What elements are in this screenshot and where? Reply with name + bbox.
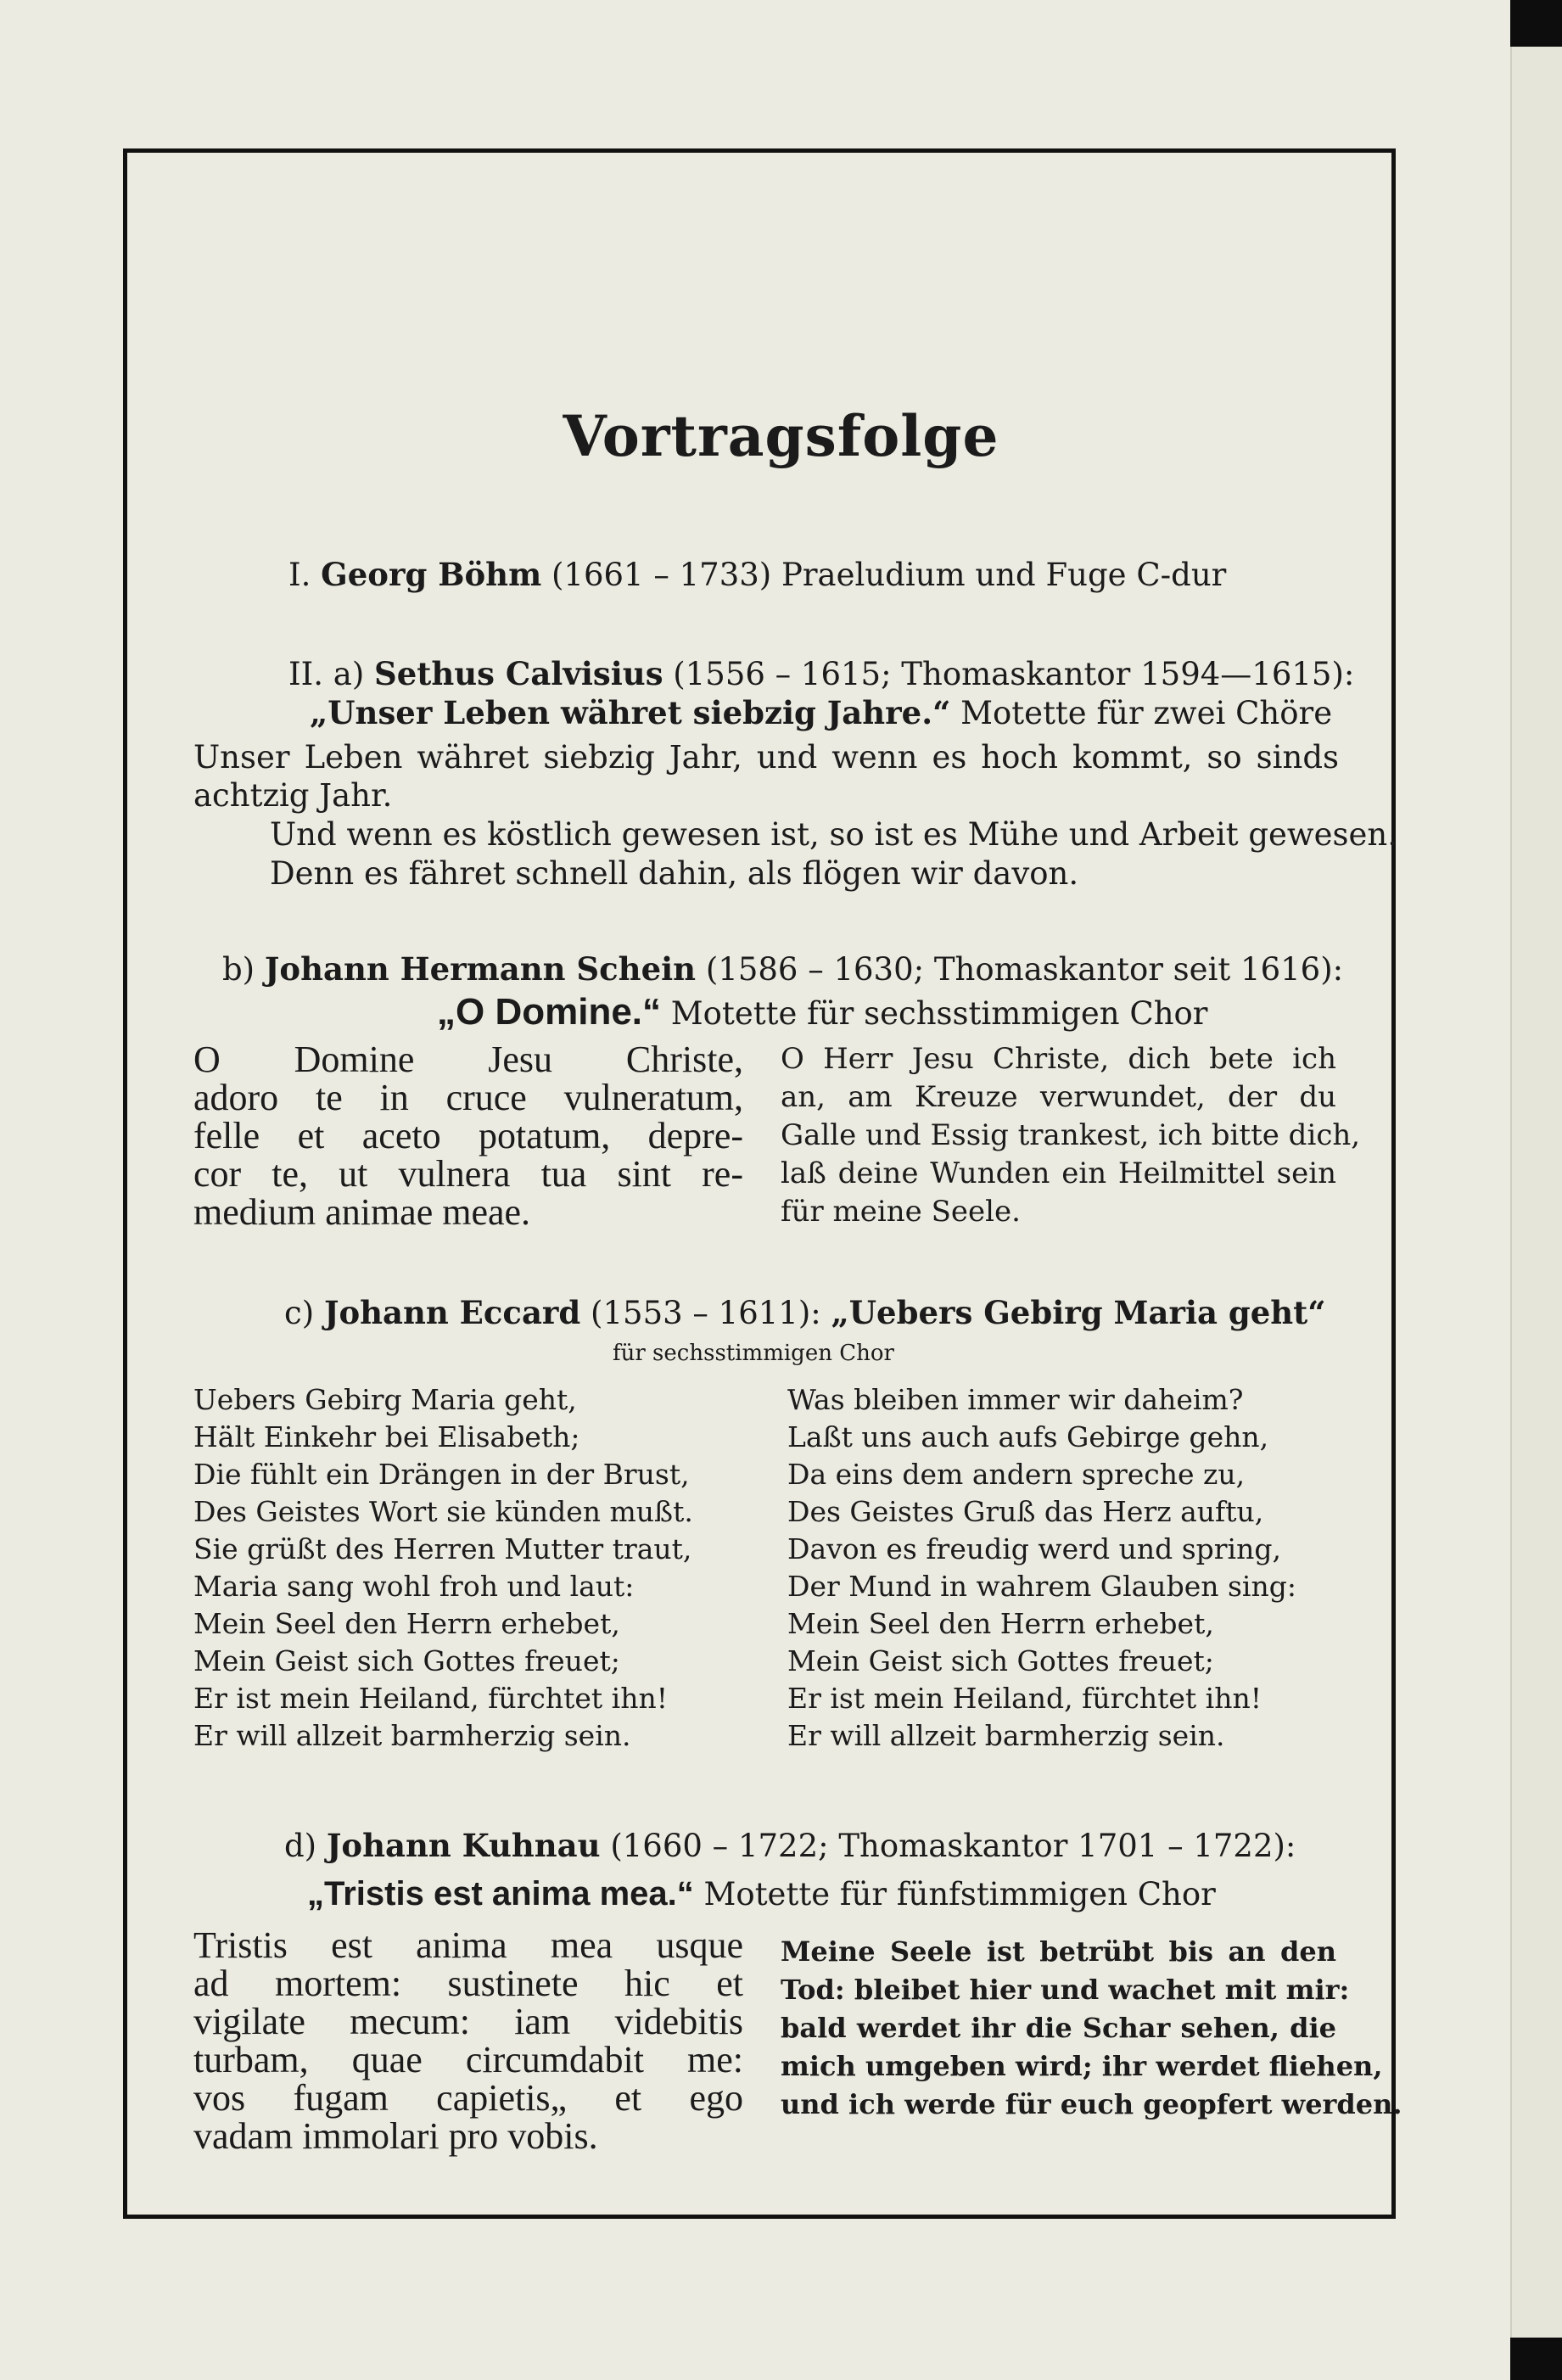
verse-line: Was bleiben immer wir daheim? [787, 1383, 1244, 1416]
item-iid-latin-text [193, 1926, 743, 2155]
item-i-numeral: I. [288, 557, 311, 593]
german-line: Meine Seele ist betrübt bis an den [781, 1935, 1336, 1968]
verse-line: Mein Seel den Herrn erhebet, [193, 1607, 620, 1640]
verse-line: Da eins dem andern spreche zu, [787, 1458, 1246, 1491]
item-iic-work: „Uebers Gebirg Maria geht“ [831, 1294, 1326, 1331]
verse-line: Mein Geist sich Gottes freuet; [787, 1644, 1214, 1677]
item-iia-work-line [310, 694, 1332, 731]
item-iid-work: „Tristis est anima mea.“ [307, 1875, 694, 1912]
item-iib-work: „O Domine.“ [437, 991, 662, 1033]
verse-line: Die fühlt ein Drängen in der Brust, [193, 1458, 690, 1491]
verse-line: Er will allzeit barmherzig sein. [787, 1719, 1225, 1752]
item-iia-text-line1: Unser Leben währet siebzig Jahr, und wenn es hoch kommt, so sinds [193, 739, 1339, 776]
german-line: für meine Seele. [781, 1195, 1021, 1229]
item-i-composer: Georg Böhm [321, 556, 542, 593]
verse-line: Hält Einkehr bei Elisabeth; [193, 1420, 580, 1453]
latin-line: vadam immolari pro vobis. [193, 2115, 598, 2157]
item-iid-work-desc: Motette für fünfstimmigen Chor [703, 1876, 1216, 1912]
verse-line: Er ist mein Heiland, fürchtet ihn! [787, 1682, 1262, 1715]
item-i [288, 556, 1226, 593]
page-fold-edge [1510, 47, 1562, 2338]
item-iib-work-line [437, 991, 1207, 1033]
latin-line: vos fugam capietis„ et ego [193, 2077, 743, 2119]
verse-line: Laßt uns auch aufs Gebirge gehn, [787, 1420, 1269, 1453]
item-iic-composer: Johann Eccard [323, 1294, 581, 1331]
verse-line: Sie grüßt des Herren Mutter traut, [193, 1532, 692, 1565]
item-iid-heading [284, 1827, 1296, 1864]
item-iia-text-line4: Denn es fähret schnell dahin, als flögen wir davon. [270, 855, 1079, 892]
latin-line: medium animae meae. [193, 1191, 531, 1233]
item-i-details: (1661 – 1733) Praeludium und Fuge C-dur [551, 557, 1227, 593]
verse-line: Des Geistes Gruß das Herz auftu, [787, 1495, 1264, 1528]
latin-line: ad mortem: sustinete hic et [193, 1963, 743, 2004]
latin-line: adoro te in cruce vulneratum, [193, 1077, 743, 1118]
item-iic-heading [284, 1294, 1326, 1331]
latin-line: felle et aceto potatum, depre- [193, 1115, 743, 1156]
german-line: und ich werde für euch geopfert werden. [781, 2088, 1402, 2120]
page-title: Vortragsfolge [563, 403, 999, 469]
item-iid-details: (1660 – 1722; Thomaskantor 1701 – 1722): [610, 1828, 1296, 1864]
item-iic-verse-left [193, 1381, 693, 1755]
verse-line: Mein Seel den Herrn erhebet, [787, 1607, 1214, 1640]
item-iib-label: b) [222, 951, 255, 988]
latin-line: turbam, quae circumdabit me: [193, 2039, 743, 2080]
item-iib-heading [222, 950, 1343, 988]
item-iib-german-text [781, 1040, 1361, 1231]
item-iia-label: II. a) [288, 656, 365, 692]
verse-line: Davon es freudig werd und spring, [787, 1532, 1281, 1565]
item-iia-work-desc: Motette für zwei Chöre [960, 695, 1333, 731]
item-iib-work-desc: Motette für sechsstimmigen Chor [670, 995, 1208, 1032]
item-iia-composer: Sethus Calvisius [374, 655, 663, 692]
german-line: Galle und Essig trankest, ich bitte dich, [781, 1118, 1361, 1152]
item-iib-details: (1586 – 1630; Thomaskantor seit 1616): [705, 951, 1344, 988]
item-iid-label: d) [284, 1828, 317, 1864]
german-line: mich umgeben wird; ihr werdet fliehen, [781, 2050, 1383, 2082]
item-iia-details: (1556 – 1615; Thomaskantor 1594—1615): [673, 656, 1355, 692]
german-line: O Herr Jesu Christe, dich bete ich [781, 1042, 1336, 1076]
verse-line: Maria sang wohl froh und laut: [193, 1570, 635, 1603]
verse-line: Des Geistes Wort sie künden mußt. [193, 1495, 693, 1528]
item-iib-composer: Johann Hermann Schein [264, 950, 697, 988]
german-line: bald werdet ihr die Schar sehen, die [781, 2012, 1336, 2044]
item-iia-text-line2: achtzig Jahr. [193, 777, 393, 814]
latin-line: cor te, ut vulnera tua sint re- [193, 1153, 743, 1195]
item-iid-composer: Johann Kuhnau [326, 1827, 601, 1864]
item-iia-work: „Unser Leben währet siebzig Jahre.“ [310, 694, 951, 731]
verse-line: Mein Geist sich Gottes freuet; [193, 1644, 620, 1677]
item-iia-text-line3: Und wenn es köstlich gewesen ist, so ist es Mühe und Arbeit gewesen. [270, 816, 1397, 853]
verse-line: Der Mund in wahrem Glauben sing: [787, 1570, 1296, 1603]
item-iib-latin-text [193, 1040, 743, 1231]
verse-line: Er will allzeit barmherzig sein. [193, 1719, 631, 1752]
item-iid-work-line [307, 1875, 1216, 1913]
german-line: Tod: bleibet hier und wachet mit mir: [781, 1974, 1350, 2006]
verse-line: Uebers Gebirg Maria geht, [193, 1383, 577, 1416]
verse-line: Er ist mein Heiland, fürchtet ihn! [193, 1682, 669, 1715]
item-iia-heading [288, 655, 1354, 692]
item-iic-verse-right [787, 1381, 1296, 1755]
german-line: laß deine Wunden ein Heilmittel sein [781, 1156, 1336, 1190]
latin-line: O Domine Jesu Christe, [193, 1039, 743, 1080]
latin-line: vigilate mecum: iam videbitis [193, 2001, 743, 2042]
latin-line: Tristis est anima mea usque [193, 1924, 743, 1966]
item-iic-work-desc: für sechsstimmigen Chor [613, 1341, 894, 1366]
item-iic-label: c) [284, 1295, 315, 1331]
item-iic-details: (1553 – 1611): [591, 1295, 821, 1331]
item-iid-german-text [781, 1933, 1402, 2124]
german-line: an, am Kreuze verwundet, der du [781, 1080, 1336, 1114]
